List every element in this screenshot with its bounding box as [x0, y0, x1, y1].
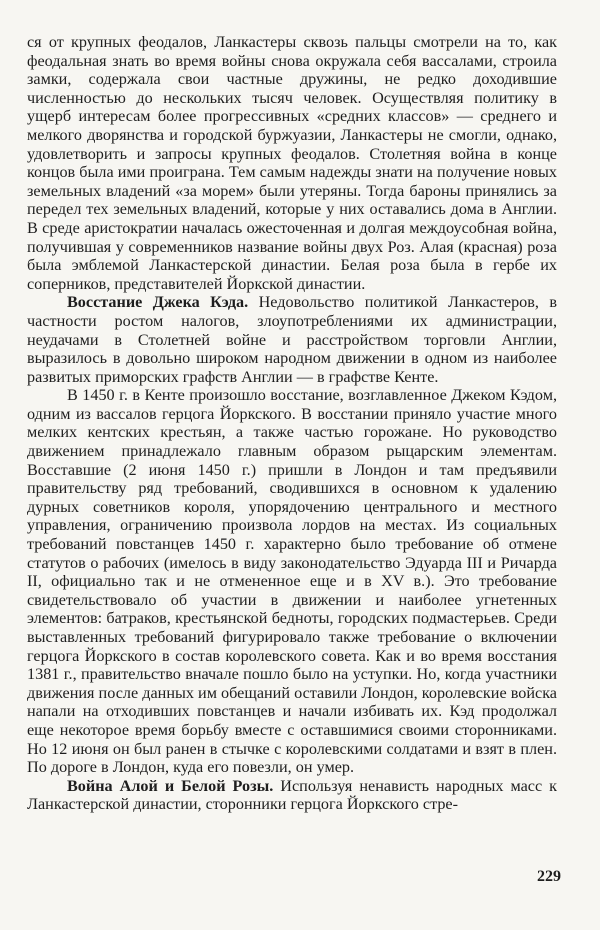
body-text	[27, 33, 557, 814]
paragraph-kent-uprising	[27, 386, 557, 776]
paragraph-text: ся от крупных феодалов, Ланкастеры сквозь пальцы смотрели на то, как феодальная знать во время войны снова окружала себя вассалами, строила замки, содержала свои частные дружины, не редко доходившие численностью до нескольких тысяч человек. Осуществляя политику в ущерб интересам более прогрессивных «средних классов» — среднего и мелкого дворянства и городской буржуазии, Ланкастеры не смогли, однако, удовлетворить и запросы крупных феодалов. Столетняя война в конце концов была ими проиграна. Тем самым надежды знати на получение новых земельных владений «за морем» были утеряны. Тогда бароны принялись за передел тех земельных владений, которые у них оставались дома в Англии. В среде аристократии началась ожесточенная и долгая междоусобная война, получившая у современников название войны двух Роз. Алая (красная) роза была эмблемой Ланкастерской династии. Белая роза была в гербе их соперников, представителей Йоркской династии.	[27, 33, 557, 293]
paragraph-intro	[27, 33, 557, 293]
section-heading-wars-of-roses: Война Алой и Белой Розы.	[67, 776, 274, 795]
paragraph-text: Недовольство политикой Ланкастеров, в частности ростом налогов, злоупотреблениями их администрации, неудачами в Столетней войне и расстройством торговли Англии, выразилось в довольно широком народном движении в одном из наиболее развитых приморских графств Англии — в графстве Кенте.	[27, 293, 558, 386]
paragraph-jack-cade-rising	[27, 293, 557, 386]
paragraph-text: В 1450 г. в Кенте произошло восстание, возглавленное Джеком Кэдом, одним из вассалов герцога Йоркского. В восстании приняло участие много мелких кентских крестьян, а также частью горожане. Но руководство движением принадлежало главным образом рыцарским элементам. Восставшие (2 июня 1450 г.) пришли в Лондон и там предъявили правительству ряд требований, сводившихся в основном к удалению дурных советников короля, упорядочению центрального и местного управления, ограничению произвола лордов на местах. Из социальных требований повстанцев 1450 г. характерно было требование об отмене статутов о рабочих (имелось в виду законодательство Эдуарда III и Ричарда II, официально так и не отмененное еще и в XV в.). Это требование свидетельствовало об участии в движении и наиболее угнетенных элементов: батраков, крестьянской бедноты, городских подмастерьев. Среди выставленных требований фигурировало также требование о включении герцога Йоркского в состав королевского совета. Как и во время восстания 1381 г., правительство вначале пошло было на уступки. Но, когда участники движения после данных им обещаний оставили Лондон, королевские войска напали на отходивших повстанцев и начали избивать их. Кэд продолжал еще некоторое время борьбу вместе с оставшимися своими сторонниками. Но 12 июня он был ранен в стычке с королевскими солдатами и взят в плен. По дороге в Лондон, куда его повезли, он умер.	[27, 386, 557, 777]
section-heading-jack-cade: Восстание Джека Кэда.	[67, 293, 249, 312]
paragraph-text: Используя ненависть народных масс к Ланкастерской династии, сторонники герцога Йоркского стре-	[27, 776, 557, 814]
page-number: 229	[537, 868, 561, 885]
paragraph-wars-of-roses	[27, 777, 557, 814]
